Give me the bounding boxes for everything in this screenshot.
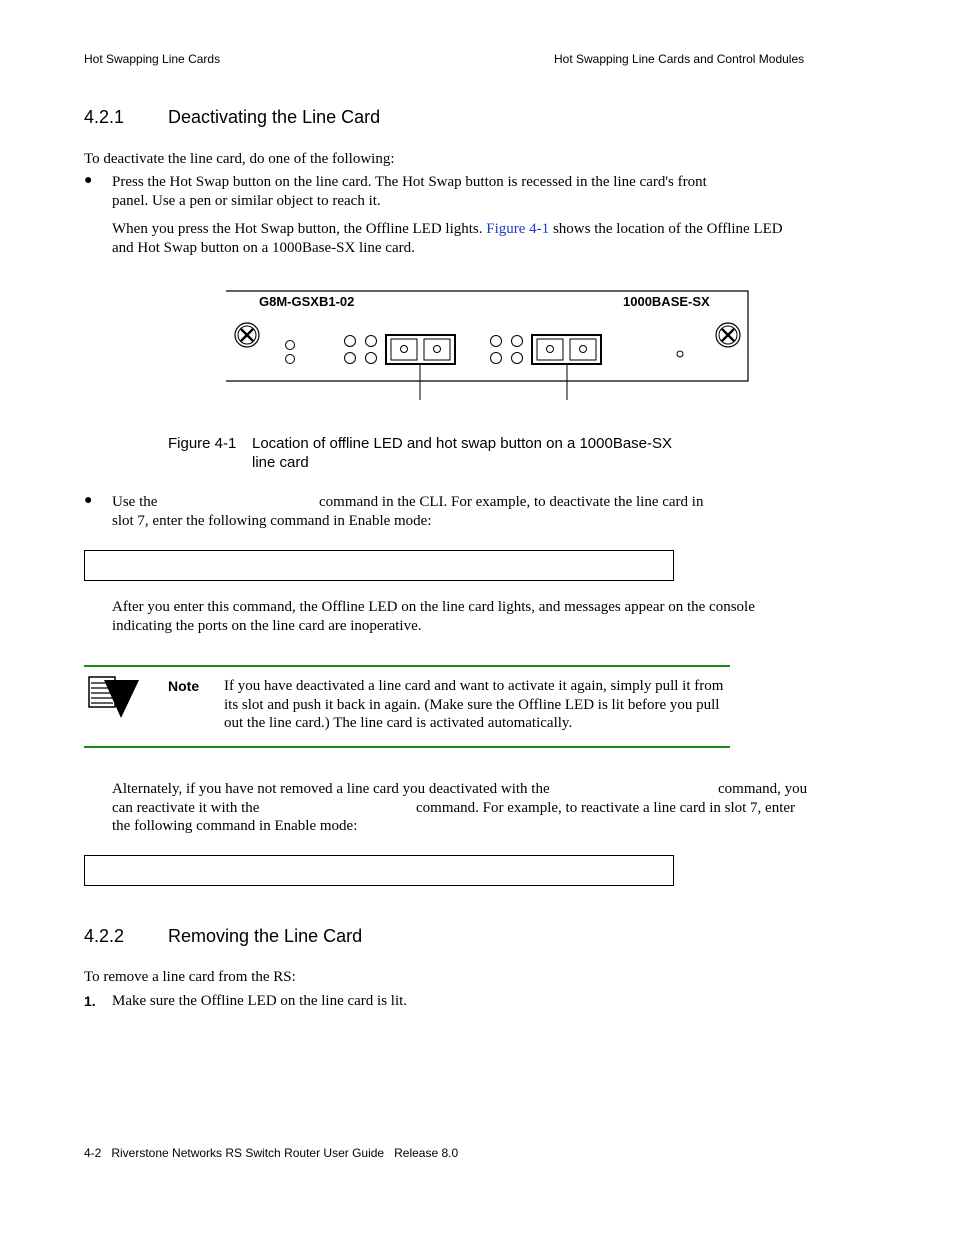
note-label: Note [168,678,200,694]
figure-caption-line1: Location of offline LED and hot swap button on a 1000Base-SX [252,435,673,452]
bullet-marker: ● [84,173,93,188]
step-number: 1. [84,993,96,1009]
right-screw-icon [716,323,740,347]
note-line1: If you have deactivated a line card and want to activate it again, simply pull it from [224,678,724,694]
note-bottom-rule [84,746,730,748]
alt-line1-a: Alternately, if you have not removed a line card you deactivated with the [112,781,550,797]
port2-leds [491,336,523,364]
port1-leds [345,336,377,364]
intro-text: To deactivate the line card, do one of the following: [84,151,395,167]
section2-intro: To remove a line card from the RS: [84,969,296,985]
figure-link[interactable]: Figure 4-1 [486,221,550,237]
status-led [677,351,683,357]
alt-line1-b: command, you [718,781,808,797]
hot-swap-button [286,355,295,364]
bullet1-line1: Press the Hot Swap button on the line card. The Hot Swap button is recessed in the line card's front [112,174,707,190]
figure-caption-label: Figure 4-1 [168,435,237,452]
bullet2-rest: command in the CLI. For example, to deactivate the line card in [319,494,704,510]
page-footer: 4-2 Riverstone Networks RS Switch Router User Guide Release 8.0 [84,1146,459,1160]
section-number: 4.2.1 [84,107,125,127]
figure-caption-line2: line card [252,454,309,471]
command-box-deactivate [84,550,674,581]
after-line2: indicating the ports on the line card are inoperative. [112,618,422,634]
after-line1: After you enter this command, the Offline LED on the line card lights, and messages appear on the console [112,599,755,615]
section-title: Deactivating the Line Card [168,107,381,127]
alt-line3: the following command in Enable mode: [112,818,358,834]
card-type-label: 1000BASE-SX [623,294,710,309]
port1-connector [386,335,455,364]
note-top-rule [84,665,730,667]
para1-line1 [112,220,783,239]
note-line3: out the line card.) The line card is activated automatically. [224,715,573,731]
section-number: 4.2.2 [84,926,125,946]
note-icon [86,674,142,722]
bullet-marker: ● [84,493,93,508]
offline-led [286,341,295,350]
step1-text: Make sure the Offline LED on the line card is lit. [112,993,408,1009]
para1-line2: and Hot Swap button on a 1000Base-SX line card. [112,240,415,256]
running-header-right: Hot Swapping Line Cards and Control Modules [554,52,805,66]
section-title: Removing the Line Card [168,926,363,946]
alt-line2-a: can reactivate it with the [112,800,260,816]
port2-connector [532,335,601,364]
bullet2-line2: slot 7, enter the following command in Enable mode: [112,513,432,529]
running-header-left: Hot Swapping Line Cards [84,52,221,66]
bullet1-line2: panel. Use a pen or similar object to reach it. [112,193,381,209]
para1-text-b: shows the location of the Offline LED [549,221,783,237]
alt-line2-b: command. For example, to reactivate a line card in slot 7, enter [416,800,796,816]
note-line2: its slot and push it back in again. (Make sure the Offline LED is lit before you pull [224,697,720,713]
card-model-label: G8M-GSXB1-02 [259,294,355,309]
para1-text-a: When you press the Hot Swap button, the Offline LED lights. [112,221,487,237]
left-screw-icon [235,323,259,347]
bullet2-use: Use the [112,494,158,510]
command-box-reactivate [84,855,674,886]
